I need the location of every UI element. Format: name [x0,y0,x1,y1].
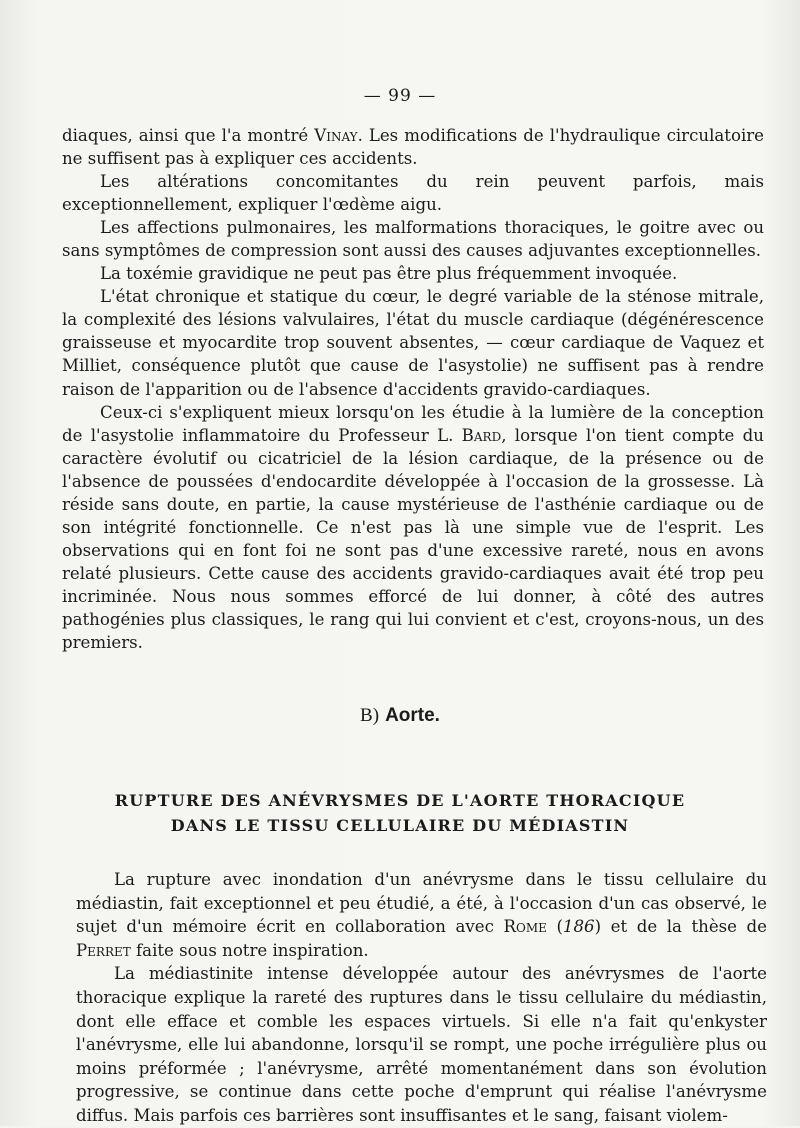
paragraph [62,216,764,262]
text-run: Les altérations concomitantes du rein peuvent parfois, mais exceptionnellement, expliquer l'œdème aigu. [62,172,764,215]
author-name: Vinay [314,126,358,145]
author-name: Rome [503,917,547,937]
text-run: faite sous notre inspiration. [130,940,369,960]
text-run: La médiastinite intense développée autour des anévrysmes de l'aorte thoracique explique la rareté des ruptures dans le tissu cellulaire du médiastin, dont elle efface et comble les espaces virtuels. Si elle n'a fait qu'enkyster l'anévrysme, elle lui abandonne, lorsqu'il se rompt, une poche irrégulière plus ou moins préformée ; l'anévrysme, arrêté momentanément dans son évolution progressive, se continue dans cette poche d'emprunt qui réalise l'anévrysme diffus. Mais parfois ces barrières sont insuffisantes et le sang, faisant violem- [76,964,767,1125]
text-run: ( [546,917,563,937]
paragraph [76,868,767,962]
text-run: ) et de la thèse de [594,917,767,937]
author-name: Bard [461,425,502,445]
text-run: La rupture avec inondation d'un anévrysme dans le tissu cellulaire du médiastin, fait exceptionnel et peu étudié, a été, à l'occasion d'un cas observé, le sujet d'un mémoire écrit en collaboration avec [76,870,767,937]
section-heading [0,704,800,727]
chapter-title [0,788,800,838]
paragraph [62,170,764,216]
page-number: — 99 — [363,86,437,106]
chapter-title-line: RUPTURE DES ANÉVRYSMES DE L'AORTE THORACIQUE [114,791,686,810]
section-letter: B) [360,705,380,726]
text-run: Les affections pulmonaires, les malformations thoraciques, le goitre avec ou sans symptômes de compression sont aussi des causes adjuvantes exceptionnelles. [62,218,764,261]
paragraph [62,124,764,170]
text-run: , lorsque l'on tient compte du caractère évolutif ou cicatriciel de la lésion cardiaque, de la présence ou de l'absence de poussées d'endocardite développée à l'occasion de la grossesse. Là réside sans doute, en partie, la cause mystérieuse de l'asthénie cardiaque ou de son intégrité fonctionnelle. Ce n'est pas là une simple vue de l'esprit. Les observations qui en font foi ne sont pas d'une excessive rareté, nous en avons relaté plusieurs. Cette cause des accidents gravido-cardiaques avait été trop peu incriminée. Nous nous sommes efforcé de lui donner, à côté des autres pathogénies plus classiques, le rang qui lui convient et c'est, croyons-nous, un des premiers. [62,425,764,653]
chapter-title-line: DANS LE TISSU CELLULAIRE DU MÉDIASTIN [170,816,630,835]
section-title: Aorte. [385,705,440,726]
paragraph [62,285,764,400]
text-run: diaques, ainsi que l'a montré [62,126,315,145]
text-run: La toxémie gravidique ne peut pas être plus fréquemment invoquée. [100,264,678,284]
reference-number: 186 [562,917,595,937]
intro-text-block [62,124,764,654]
chapter-text-block [76,868,767,1128]
paragraph [62,262,764,285]
text-run: Ceux-ci s'expliquent mieux lorsqu'on les étudie à la lumière de la conception de l'asystolie inflammatoire du Professeur L. [62,402,764,445]
author-name: Perret [76,940,131,960]
text-run: . Les modifications de l'hydraulique circulatoire ne suffisent pas à expliquer ces accidents. [62,126,764,169]
paragraph [62,401,764,655]
text-run: L'état chronique et statique du cœur, le degré variable de la sténose mitrale, la complexité des lésions valvulaires, l'état du muscle cardiaque (dégénérescence graisseuse et myocardite trop souvent absentes, — cœur cardiaque de Vaquez et Milliet, conséquence plutôt que cause de l'asystolie) ne suffisent pas à rendre raison de l'apparition ou de l'absence d'accidents gravido-cardiaques. [62,287,764,399]
paragraph [76,962,767,1127]
